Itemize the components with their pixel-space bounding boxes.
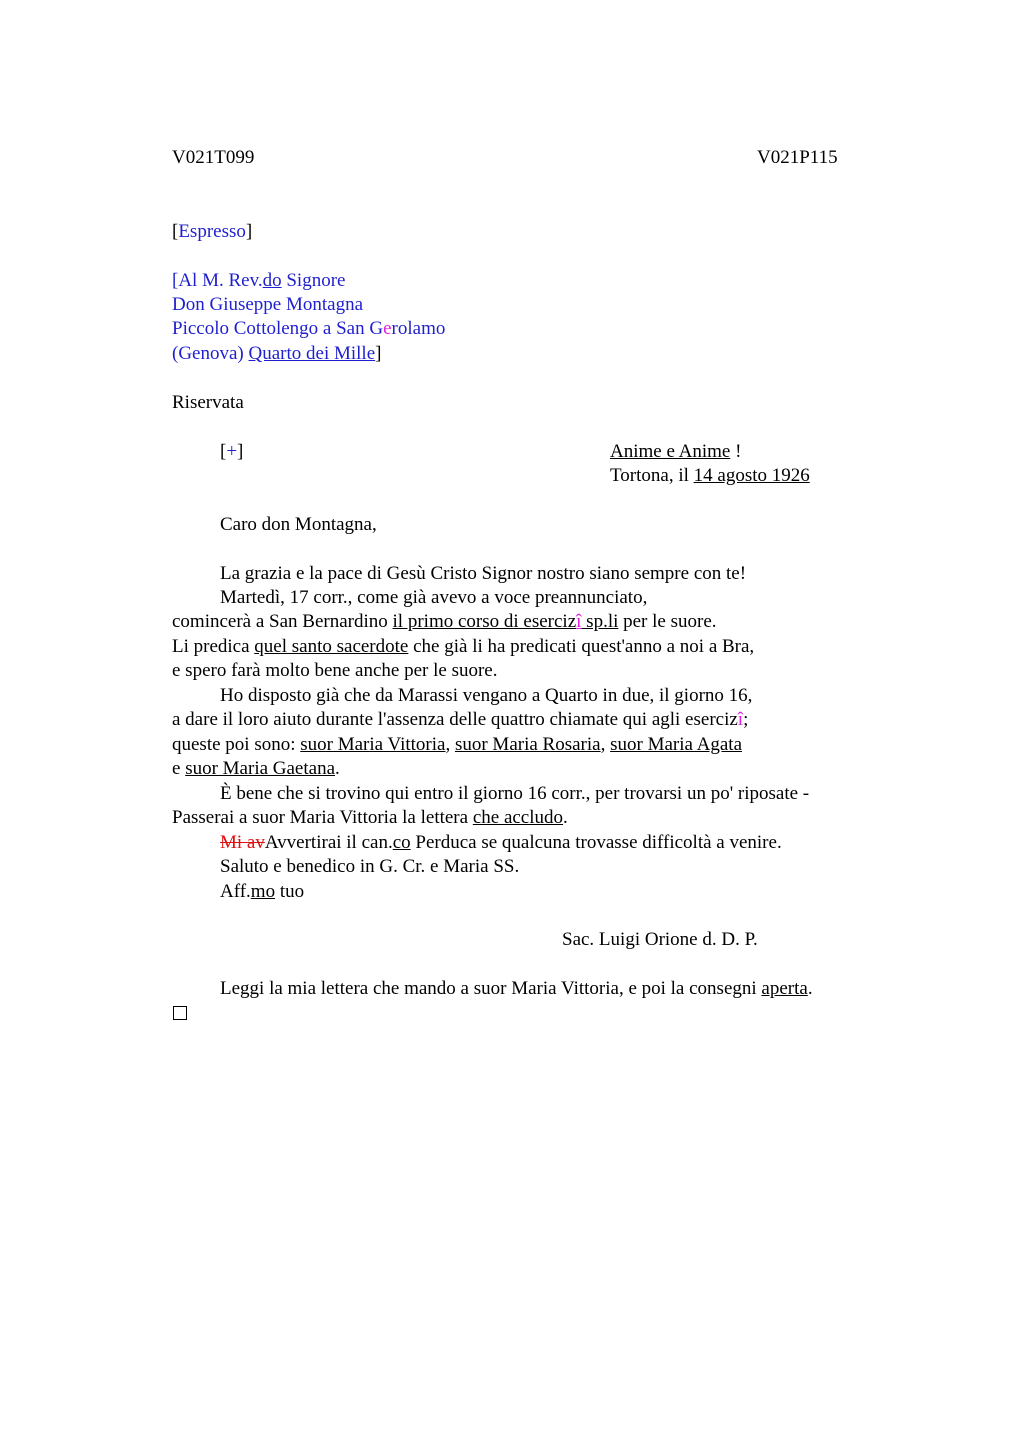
body-line: queste poi sono: suor Maria Vittoria, suor Maria Rosaria, suor Maria Agata [172,734,742,755]
address-line-2: Don Giuseppe Montagna [172,294,364,315]
header-right-code: V021P115 [757,147,838,168]
address-line-1: [Al M. Rev.do Signore [172,270,346,291]
body-line: Mi avAvvertirai il can.co Perduca se qualcuna trovasse difficoltà a venire. [220,832,782,853]
body-line: e spero farà molto bene anche per le suore. [172,660,498,681]
body-line: È bene che si trovino qui entro il giorno 16 corr., per trovarsi un po' riposate - [220,783,810,804]
deleted-text: Mi av [220,832,265,853]
place-date: Tortona, il 14 agosto 1926 [610,465,810,486]
espresso-line: [Espresso] [172,221,253,242]
espresso-label: Espresso [178,221,246,242]
body-line: comincerà a San Bernardino il primo corso di esercizî sp.li per le suore. [172,611,717,632]
body-line: Li predica quel santo sacerdote che già li ha predicati quest'anno a noi a Bra, [172,636,755,657]
postscript: Leggi la mia lettera che mando a suor Maria Vittoria, e poi la consegni aperta. [220,978,813,999]
address-line-3: Piccolo Cottolengo a San Gerolamo [172,318,446,339]
riservata-label: Riservata [172,392,244,413]
address-line-4: (Genova) Quarto dei Mille] [172,343,382,364]
body-line: Martedì, 17 corr., come già avevo a voce preannunciato, [220,587,648,608]
header-left-code: V021T099 [172,147,255,168]
body-line: e suor Maria Gaetana. [172,758,340,779]
closing: Aff.mo tuo [220,881,305,902]
signature: Sac. Luigi Orione d. D. P. [562,929,758,950]
body-line: Ho disposto già che da Marassi vengano a Quarto in due, il giorno 16, [220,685,753,706]
body-line: a dare il loro aiuto durante l'assenza delle quattro chiamate qui agli esercizî; [172,709,749,730]
motto: Anime e Anime ! [610,441,742,462]
greeting: Caro don Montagna, [220,514,377,535]
cross-mark: [+] [220,441,244,462]
end-box-icon [173,1006,187,1020]
body-line: La grazia e la pace di Gesù Cristo Signor nostro siano sempre con te! [220,563,747,584]
body-line: Saluto e benedico in G. Cr. e Maria SS. [220,856,520,877]
body-line: Passerai a suor Maria Vittoria la lettera che accludo. [172,807,568,828]
